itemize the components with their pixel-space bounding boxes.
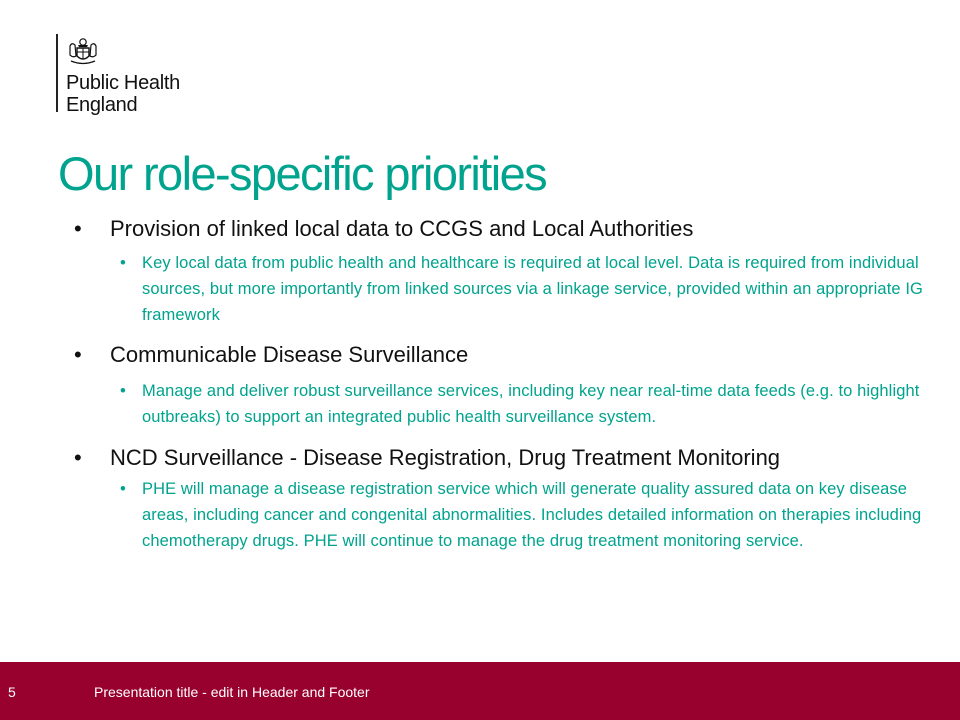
sub-bullet-1 (120, 250, 944, 328)
bullet-marker: • (74, 216, 82, 241)
sub-bullet-text-1: Key local data from public health and healthcare is required at local level. Data is required from individual sources, but more importantly from linked sources via a linkage service, provided within an appropriate IG framework (142, 254, 923, 324)
bullet-list (74, 215, 944, 554)
bullet-marker: • (74, 445, 82, 470)
logo-wordmark (66, 72, 180, 116)
sub-bullet-text-3: PHE will manage a disease registration service which will generate quality assured data on key disease areas, including cancer and congenital abnormalities. Includes detailed information on therapies including chemotherapy drugs. PHE will continue to manage the drug treatment monitoring service. (142, 480, 922, 550)
sub-bullet-marker: • (120, 254, 126, 272)
sub-bullet-2 (120, 378, 944, 430)
logo-line-1: Public Health (66, 72, 180, 94)
phe-logo (56, 34, 256, 114)
royal-coat-of-arms-icon (66, 36, 100, 66)
bullet-item-3 (74, 444, 944, 472)
logo-line-2: England (66, 94, 138, 116)
footer-text: Presentation title - edit in Header and Footer (94, 684, 370, 700)
sub-bullet-text-2: Manage and deliver robust surveillance services, including key near real-time data feeds (e.g. to highlight outbreaks) to support an integrated public health surveillance system. (142, 382, 920, 426)
bullet-heading-1: Provision of linked local data to CCGS and Local Authorities (110, 216, 694, 241)
bullet-marker: • (74, 342, 82, 367)
footer-bar (0, 662, 960, 720)
slide-title: Our role-specific priorities (58, 147, 547, 200)
bullet-item-1 (74, 215, 944, 243)
sub-bullet-marker: • (120, 480, 126, 498)
bullet-item-2 (74, 341, 944, 369)
page-number: 5 (8, 684, 16, 700)
bullet-heading-3: NCD Surveillance - Disease Registration, Drug Treatment Monitoring (110, 445, 781, 470)
sub-bullet-marker: • (120, 382, 126, 400)
bullet-heading-2: Communicable Disease Surveillance (110, 342, 469, 367)
sub-bullet-3 (120, 476, 944, 554)
logo-divider (56, 34, 58, 112)
